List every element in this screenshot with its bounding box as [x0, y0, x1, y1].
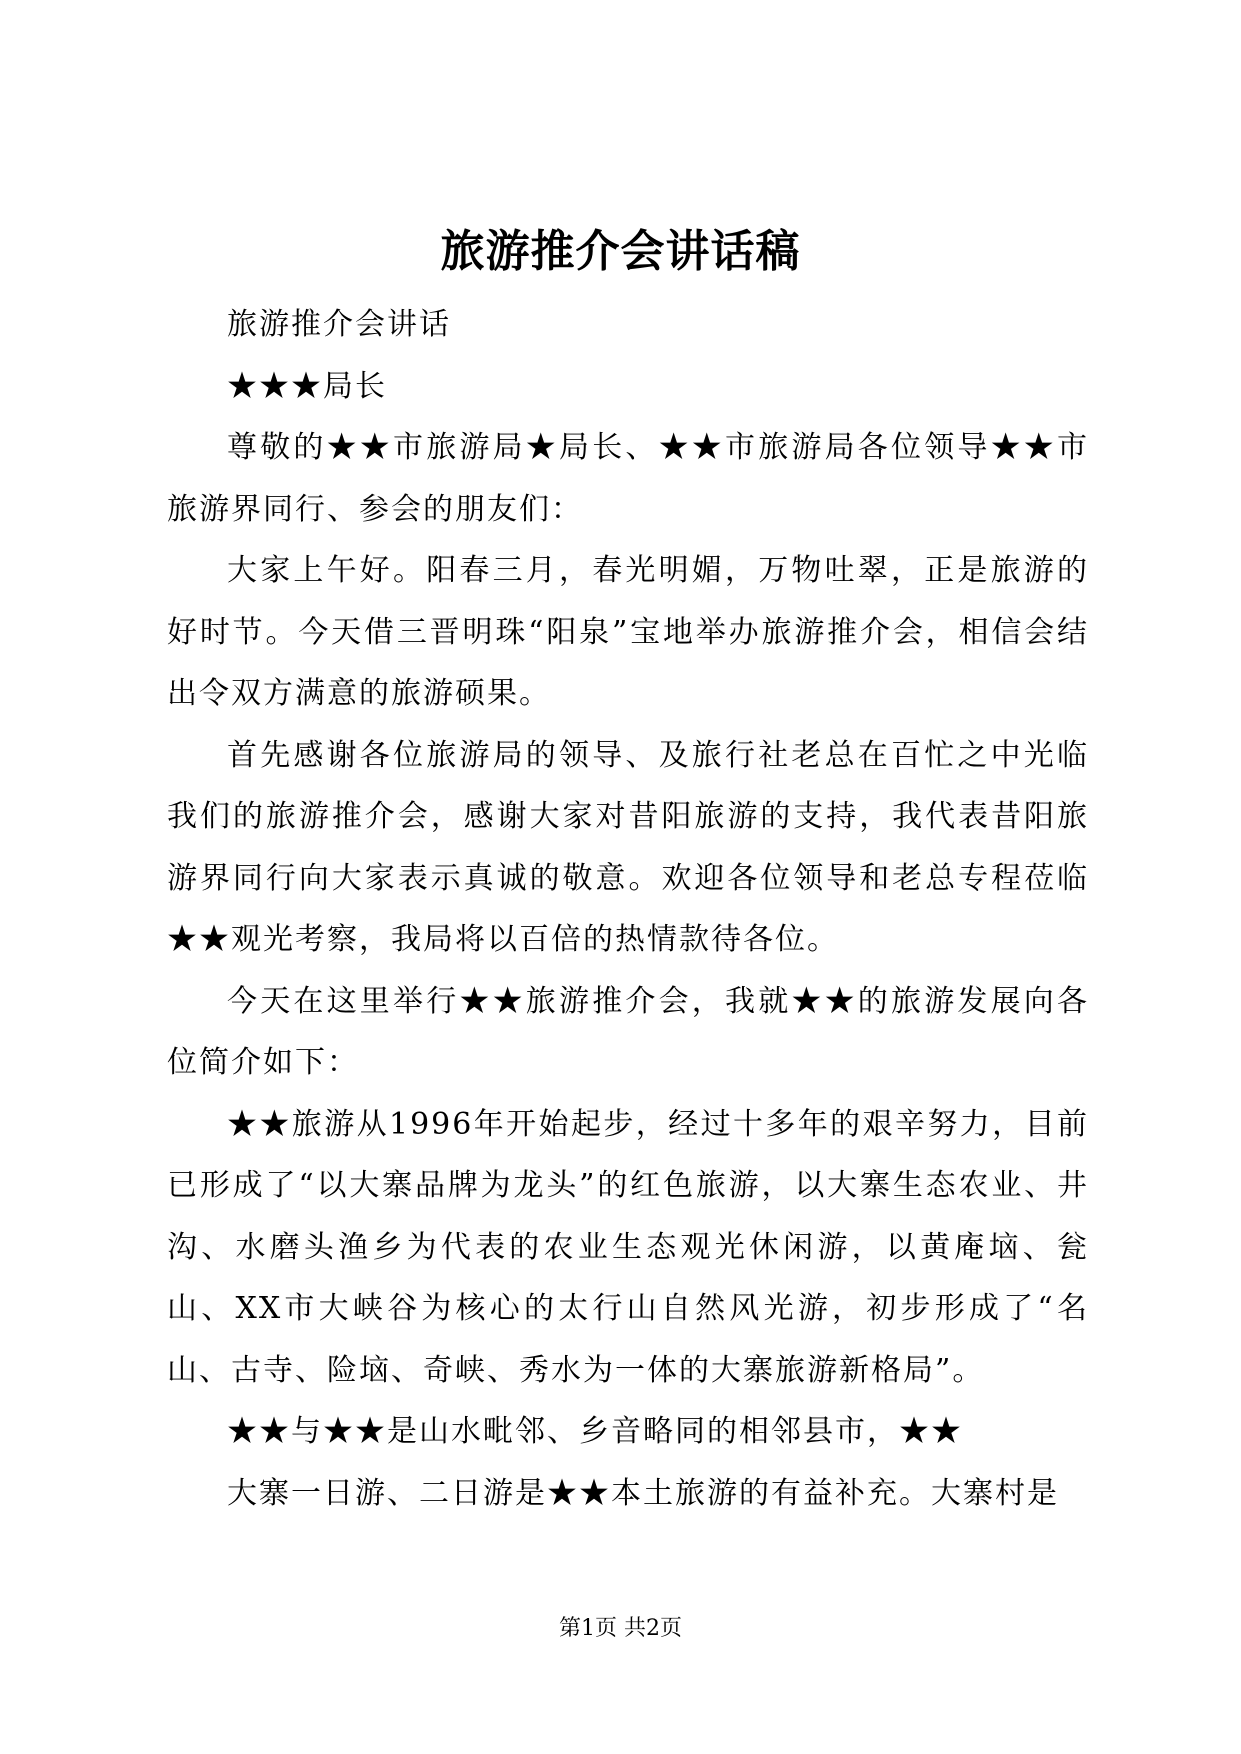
paragraph-thanks: 首先感谢各位旅游局的领导、及旅行社老总在百忙之中光临我们的旅游推介会，感谢大家对昔阳旅游的支持，我代表昔阳旅游界同行向大家表示真诚的敬意。欢迎各位领导和老总专程莅临★★观光考察，我局将以百倍的热情款待各位。: [167, 737, 1089, 957]
paragraph-development: ★★旅游从1996年开始起步，经过十多年的艰辛努力，目前已形成了“以大寨品牌为龙头”的红色旅游，以大寨生态农业、井沟、水磨头渔乡为代表的农业生态观光休闲游，以黄庵垴、瓮山、XX市大峡谷为核心的太行山自然风光游，初步形成了“名山、古寺、险垴、奇峡、秀水为一体的大寨旅游新格局”。: [167, 1106, 1089, 1388]
paragraph-greeting: 大家上午好。阳春三月，春光明媚，万物吐翠，正是旅游的好时节。今天借三晋明珠“阳泉”宝地举办旅游推介会，相信会结出令双方满意的旅游硕果。: [167, 553, 1089, 711]
paragraph-subtitle: 旅游推介会讲话: [227, 307, 451, 342]
paragraph-intro: 今天在这里举行★★旅游推介会，我就★★的旅游发展向各位简介如下：: [167, 983, 1089, 1080]
document-body: [167, 294, 1089, 1524]
paragraph-salutation: 尊敬的★★市旅游局★局长、★★市旅游局各位领导★★市旅游界同行、参会的朋友们：: [167, 430, 1089, 527]
document-title: 旅游推介会讲话稿: [440, 226, 801, 277]
paragraph-dazhai: 大寨一日游、二日游是★★本土旅游的有益补充。大寨村是: [227, 1475, 1059, 1511]
paragraph-speaker: ★★★局长: [227, 368, 387, 404]
page-footer: 第1页 共2页: [559, 1616, 682, 1641]
paragraph-neighbors: ★★与★★是山水毗邻、乡音略同的相邻县市，★★: [227, 1414, 963, 1449]
